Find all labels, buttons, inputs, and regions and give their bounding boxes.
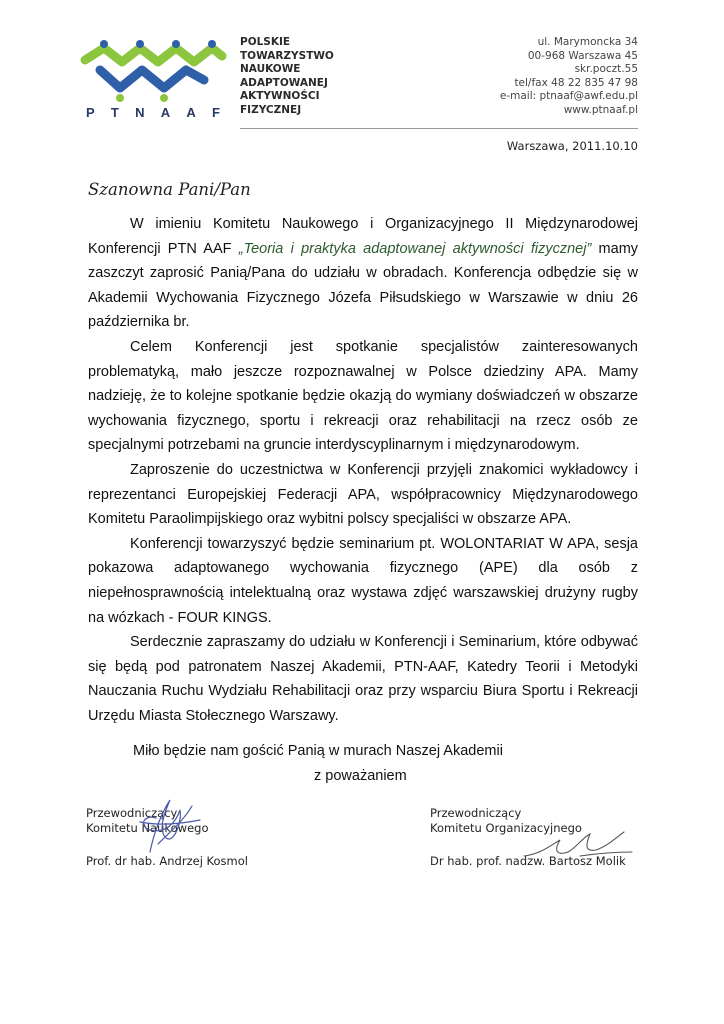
contact-website: www.ptnaaf.pl [563,103,638,116]
letter-date: Warszawa, 2011.10.10 [506,139,638,153]
signature-title: Przewodniczący [430,806,522,820]
organization-name [240,36,334,117]
closing-line: Miło będzie nam gościć Panią w murach Naszej Akademii [133,743,503,759]
signature-committee: Komitetu Organizacyjnego [430,821,582,835]
signature-title: Przewodniczący [86,806,178,820]
signatory-name: Prof. dr hab. Andrzej Kosmol [86,854,248,868]
letterhead [0,0,724,130]
paragraph-text: mamy zaszczyt zaprosić Panią/Pana do udziału w obradach. Konferencja odbędzie się w Akademii Wychowania Fizycznego Józefa Piłsudskiego w Warszawie w dniu 26 października br. [88,240,639,331]
paragraph-invitation [88,212,638,335]
org-name-line: TOWARZYSTWO [240,49,334,62]
letter-body [88,212,638,728]
logo-letter: P [86,105,95,120]
paragraph-seminar: Konferencji towarzyszyć będzie seminarium pt. WOLONTARIAT W APA, sesja pokazowa adaptowanego wychowania fizycznego (APE) dla osób z niepełnosprawnością intelektualną oraz wystawa zdjęć warszawskiej drużyny rugby na wózkach - FOUR KINGS. [88,535,638,626]
org-name-line: NAUKOWE [240,63,301,75]
logo-letter: N [135,105,145,120]
closing-regards: z poważaniem [314,768,407,784]
signature-committee: Komitetu Naukowego [86,821,209,835]
org-name-line: FIZYCZNEJ [240,103,302,116]
logo-letters [86,105,220,120]
logo-letter: F [212,105,220,120]
contact-line: 00-968 Warszawa 45 [527,49,638,62]
header-divider [240,128,638,129]
contact-line: ul. Marymoncka 34 [537,36,638,48]
handwritten-signature-right [520,826,640,866]
paragraph-patronage: Serdecznie zapraszamy do udziału w Konferencji i Seminarium, które odbywać się będą pod patronatem Naszej Akademii, PTN-AAF, Katedry Teorii i Metodyki Nauczania Ruchu Wydziału Rehabilitacji oraz przy wsparciu Biura Sportu i Rekreacji Urzędu Miasta Stołecznego Warszawy. [88,634,638,724]
contact-email: e-mail: ptnaaf@awf.edu.pl [499,90,638,102]
conference-title: „Teoria i praktyka adaptowanej aktywności fizycznej” [238,240,592,257]
contact-line: skr.poczt.55 [574,63,638,75]
contact-line: tel/fax 48 22 835 47 98 [514,76,638,89]
logo-letter: A [186,105,196,120]
logo-letter: A [160,105,171,120]
org-name-line: ADAPTOWANEJ [240,76,328,89]
org-name-line: AKTYWNOŚCI [240,90,320,102]
contact-block [500,36,638,117]
signatory-name: Dr hab. prof. nadzw. Bartosz Molik [430,854,626,868]
salutation: Szanowna Pani/Pan [88,180,251,199]
logo-letter: T [110,105,119,120]
handwritten-signature-left [110,792,220,862]
paragraph-purpose: Celem Konferencji jest spotkanie specjalistów zainteresowanych problematyką, mało jeszcze rozpoznawalnej w Polsce dziedziny APA. Mamy nadzieję, że to kolejne spotkanie będzie okazją do wymiany doświadczeń w obszarze wychowania fizycznego, sportu i rekreacji oraz rehabilitacji na rzecz osób ze specjalnymi potrzebami na gruncie interdyscyplinarnym i międzynarodowym. [88,338,638,454]
paragraph-speakers: Zaproszenie do uczestnictwa w Konferencji przyjęli znakomici wykładowcy i reprezentanci Europejskiej Federacji APA, współpracownicy Międzynarodowego Komitetu Paraolimpijskiego oraz wybitni polscy specjaliści w obszarze APA. [88,461,638,528]
org-name-line: POLSKIE [240,36,291,48]
paragraph-text: W imieniu Komitetu Naukowego i Organizacyjnego II Międzynarodowej Konferencji PTN AAF [88,216,638,257]
